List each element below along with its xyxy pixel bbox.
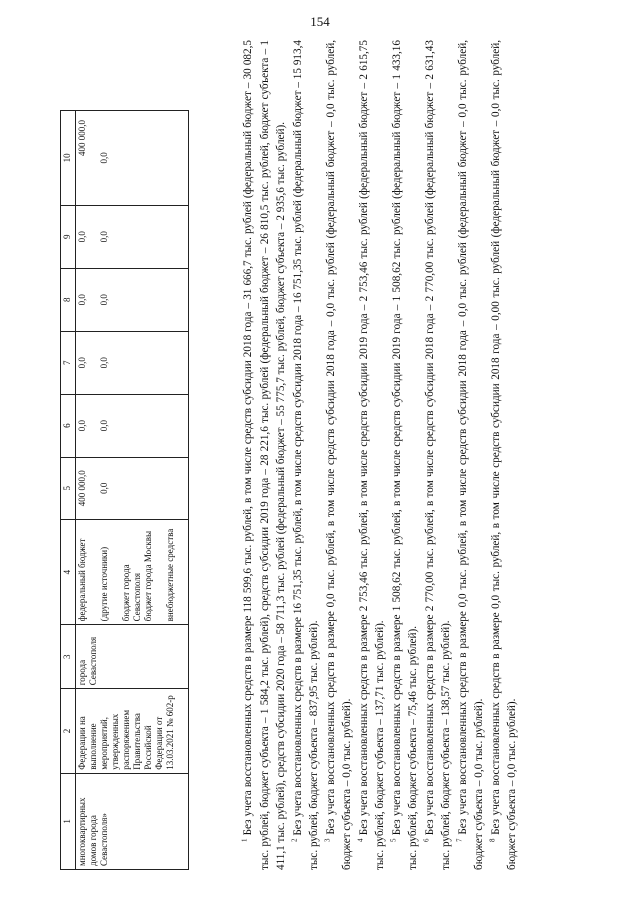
value: 0,0 [77, 231, 87, 243]
footnote-text: Без учета восстановленных средств в размере 0,0 тыс. рублей, в том числе средств субсидии 2018 года – 0,00 тыс. рублей (федеральный бюджет – 0,0 тыс. рублей, бюджет субъекта – 0,0 тыс. рублей). [489, 39, 518, 870]
footnote [455, 40, 488, 870]
footnote [488, 40, 521, 870]
footnote [323, 40, 356, 870]
table-row [76, 111, 189, 870]
value-cell-col9 [76, 205, 189, 268]
program-name-cell: многоквартирных домов города Севастополя» [76, 773, 189, 869]
footnotes [240, 40, 521, 870]
footnote-text: Без учета восстановленных средств в размере 0,0 тыс. рублей, в том числе средств субсидии 2018 года – 0,0 тыс. рублей (федеральный бюджет – 0,0 тыс. рублей, бюджет субъекта – 0,0 тыс. рублей). [324, 39, 353, 870]
basis-cell: Федерации на выполнение мероприятий, утвержденных распоряжением Правительства Российской Федерации от 13.03.2021 № 602-р [76, 689, 189, 774]
column-header: 1 [61, 773, 76, 869]
budget-table [60, 110, 189, 870]
footnote-mark: 1 [240, 838, 249, 842]
value: 0,0 [99, 152, 109, 164]
value-cell-col8 [76, 268, 189, 331]
footnote-mark: 2 [289, 838, 298, 842]
source-sevastopol: бюджет города Севастополя [121, 564, 142, 622]
value-cell-col7 [76, 331, 189, 394]
value: 0,0 [77, 420, 87, 432]
column-header: 3 [61, 625, 76, 689]
value: 0,0 [77, 294, 87, 306]
column-header: 7 [61, 331, 76, 394]
source-extrabudgetary: внебюджетные средства [165, 528, 175, 622]
table-header-row [61, 111, 76, 870]
value: 0,0 [99, 420, 109, 432]
footnote-text: Без учета восстановленных средств в размере 2 770,00 тыс. рублей, в том числе средств субсидии 2018 года – 2 770,00 тыс. рублей (федеральный бюджет – 2 631,43 тыс. рублей, бюджет субъекта – 138,57 тыс. рублей). [423, 40, 452, 870]
footnote-text: Без учета восстановленных средств в размере 118 599,6 тыс. рублей, в том числе средств субсидии 2018 года – 31 666,7 тыс. рублей (федеральный бюджет – 30 082,5 тыс. рублей, бюджет субъекта – 1 584,2 тыс. рублей), средств субсидии 2019 года – 28 221,6 тыс. рублей (федеральный бюджет – 26 810,5 тыс. рублей, бюджет субъекта – 1 411,1 тыс. рублей), средств субсидии 2020 года – 58 711,3 тыс. рублей (федеральный бюджет – 55 775,7 тыс. рублей, бюджет субъекта – 2 935,6 тыс. рублей). [242, 39, 287, 870]
funding-sources-cell [76, 519, 189, 624]
footnote-mark: 5 [388, 838, 397, 842]
footnote [422, 40, 455, 870]
value-cell-col10 [76, 111, 189, 206]
value: 0,0 [77, 357, 87, 369]
value: 0,0 [99, 482, 109, 494]
footnote-mark: 8 [487, 838, 496, 842]
column-header: 4 [61, 519, 76, 624]
footnote [356, 40, 389, 870]
source-moscow: бюджет города Москвы [143, 530, 153, 622]
value: 400 000,0 [77, 470, 87, 507]
footnote [290, 40, 323, 870]
source-other: (другие источники) [99, 546, 109, 622]
executor-cell: города Севастополя [76, 625, 189, 689]
footnote-text: Без учета восстановленных средств в размере 0,0 тыс. рублей, в том числе средств субсидии 2018 года – 0,0 тыс. рублей (федеральный бюджет – 0,0 тыс. рублей, бюджет субъекта – 0,0 тыс. рублей). [456, 39, 485, 870]
column-header: 2 [61, 689, 76, 774]
column-header: 6 [61, 394, 76, 457]
value-cell-col6 [76, 394, 189, 457]
value: 400 000,0 [77, 120, 87, 156]
footnote-text: Без учета восстановленных средств в размере 2 753,46 тыс. рублей, в том числе средств субсидии 2019 года – 2 753,46 тыс. рублей (федеральный бюджет – 2 615,75 тыс. рублей, бюджет субъекта – 137,71 тыс. рублей). [357, 40, 386, 870]
footnote [389, 40, 422, 870]
footnote-text: Без учета восстановленных средств в размере 16 751,35 тыс. рублей, в том числе средств субсидии 2018 года – 16 751,35 тыс. рублей (федеральный бюджет – 15 913,4 тыс. рублей, бюджет субъекта – 837,95 тыс. рублей). [291, 40, 320, 870]
footnote-text: Без учета восстановленных средств в размере 1 508,62 тыс. рублей, в том числе средств субсидии 2019 года – 1 508,62 тыс. рублей (федеральный бюджет – 1 433,16 тыс. рублей, бюджет субъекта – 75,46 тыс. рублей). [390, 40, 419, 870]
value: 0,0 [99, 294, 109, 306]
page-number: 154 [310, 14, 330, 29]
value: 0,0 [99, 357, 109, 369]
column-header: 8 [61, 268, 76, 331]
column-header: 5 [61, 457, 76, 519]
footnote-mark: 7 [454, 838, 463, 842]
footnote-mark: 6 [421, 838, 430, 842]
value: 0,0 [99, 231, 109, 243]
column-header: 10 [61, 111, 76, 206]
footnote-mark: 4 [355, 838, 364, 842]
value-cell-col5 [76, 457, 189, 519]
footnote-mark: 3 [322, 838, 331, 842]
footnote [240, 40, 290, 870]
rotated-page-content [60, 30, 600, 870]
source-federal: федеральный бюджет [77, 538, 87, 622]
column-header: 9 [61, 205, 76, 268]
